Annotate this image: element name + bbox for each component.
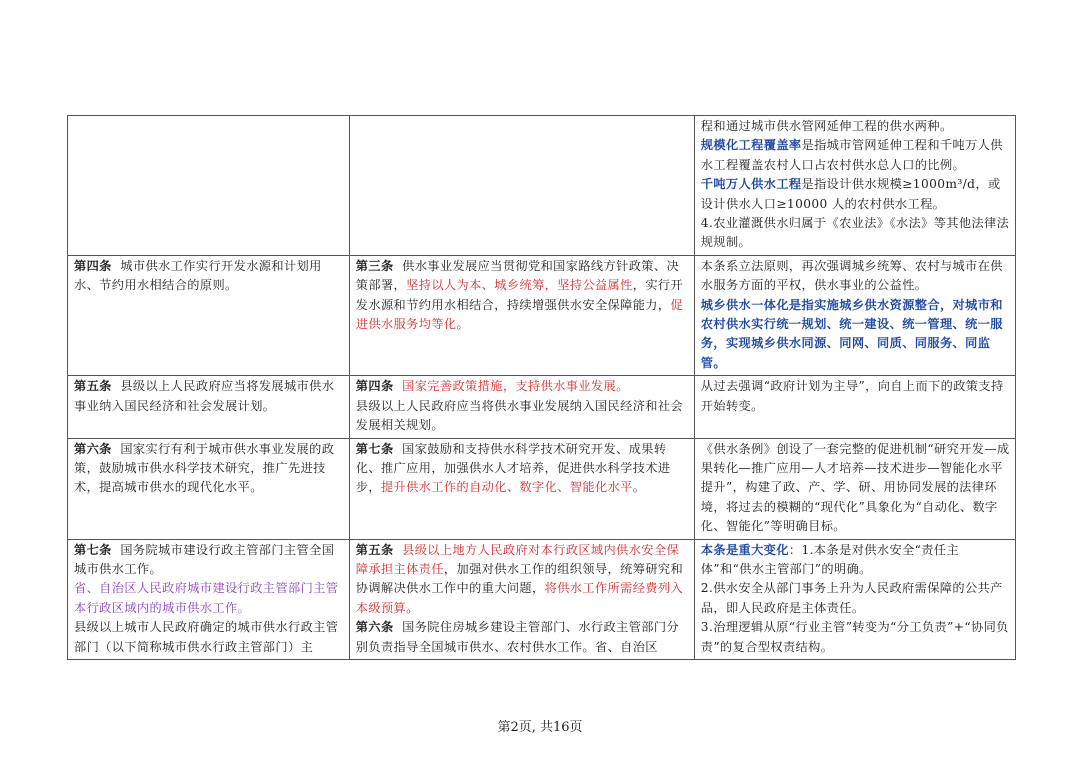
old-text-cell: 第六条 国家实行有利于城市供水事业发展的政策，鼓励城市供水科学技术研究，推广先进技术，提高城市供水的现代化水平。 — [68, 438, 350, 539]
article-number: 第七条 — [74, 542, 112, 557]
table-row — [68, 376, 1016, 438]
article-number: 第五条 — [74, 379, 112, 394]
new-text-cell: 第三条 供水事业发展应当贯彻党和国家路线方针政策、决策部署，坚持以人为本、城乡统筹，坚持公益属性，实行开发水源和节约用水相结合，持续增强供水安全保障能力，促进供水服务均等化。 — [349, 255, 694, 375]
old-text-cell: 第七条 国务院城市建设行政主管部门主管全国城市供水工作。 省、自治区人民政府城市建设行政主管部门主管本行政区域内的城市供水工作。 县级以上城市人民政府确定的城市供水行政主管部门（以下简称城市供水行政主管部门）主 — [68, 539, 350, 659]
new-text-cell: 第四条 国家完善政策措施，支持供水事业发展。 县级以上人民政府应当将供水事业发展纳入国民经济和社会发展相关规划。 — [349, 376, 694, 438]
table-row — [68, 116, 1016, 256]
highlight-text: 提升供水工作的自动化、数字化、智能化水平 — [380, 480, 633, 495]
article-text: 城市供水工作实行开发水源和计划用水、节约用水相结合的原则。 — [74, 258, 322, 293]
commentary-paragraph: 本条是重大变化：1.本条是对供水安全“责任主体”和“供水主管部门”的明确。 — [700, 542, 960, 576]
article-number: 第五条 — [355, 542, 394, 557]
table-row — [68, 539, 1016, 659]
article-number: 第四条 — [74, 258, 112, 273]
page-footer: 第2页, 共16页 — [497, 720, 583, 735]
commentary-paragraph: 程和通过城市供水管网延伸工程的供水两种。 — [700, 119, 953, 133]
commentary-definition: 城乡供水一体化是指实施城乡供水资源整合，对城市和农村供水实行统一规划、统一建设、统一管理、统一服务，实现城乡供水同源、同网、同质、同服务、同监管。 — [700, 297, 1003, 370]
article-number: 第四条 — [355, 379, 394, 394]
old-text-cell — [68, 255, 350, 375]
commentary-paragraph: 千吨万人供水工程是指设计供水规模≥1000m³/d，或设计供水人口≥10000 人的农村供水工程。 — [700, 177, 1001, 211]
article-number: 第三条 — [355, 258, 394, 273]
article-number: 第六条 — [74, 441, 112, 456]
old-text-cell: 第五条 县级以上人民政府应当将发展城市供水事业纳入国民经济和社会发展计划。 — [68, 376, 350, 438]
highlight-text: 促进供水服务均等化 — [355, 297, 684, 332]
commentary-cell — [694, 116, 1015, 256]
highlight-text: 县级以上地方人民政府对本行政区域内供水安全保障承担主体责任 — [355, 542, 680, 576]
article-number: 第六条 — [355, 620, 394, 635]
article-paragraph: 第七条 国务院城市建设行政主管部门主管全国城市供水工作。 — [74, 542, 335, 576]
highlight-text: 坚持以人为本、城乡统筹，坚持公益属性 — [406, 278, 633, 293]
old-text-cell — [68, 116, 350, 256]
article-paragraph: 第六条 国务院住房城乡建设主管部门、水行政主管部门分别负责指导全国城市供水、农村供水工作。省、自治区 — [355, 620, 680, 654]
article-paragraph: 第五条 县级以上地方人民政府对本行政区域内供水安全保障承担主体责任，加强对供水工作的组织领导，统筹研究和协调解决供水工作中的重大问题，将供水工作所需经费列入本级预算。 — [355, 542, 684, 615]
commentary-paragraph: 2.供水安全从部门事务上升为人民政府需保障的公共产品，即人民政府是主体责任。 — [700, 581, 1003, 615]
new-text-cell — [349, 539, 694, 659]
commentary-paragraph: 规模化工程覆盖率是指城市管网延伸工程和千吨万人供水工程覆盖农村人口占农村供水总人口的比例。 — [700, 138, 1003, 172]
defined-term: 千吨万人供水工程 — [700, 177, 802, 192]
commentary-cell: 《供水条例》创设了一套完整的促进机制“研究开发—成果转化—推广应用—人才培养—技术进步—智能化水平提升”，构建了政、产、学、研、用协同发展的法律环境，将过去的模糊的“现代化”具象化为“自动化、数字化、智能化”等明确目标。 — [694, 438, 1015, 539]
article-number: 第七条 — [355, 441, 394, 456]
highlight-text: 将供水工作所需经费列入本级预算 — [355, 581, 684, 615]
highlight-text: 国家完善政策措施，支持供水事业发展。 — [402, 379, 629, 394]
new-text-cell: 第七条 国家鼓励和支持供水科学技术研究开发、成果转化、推广应用，加强供水人才培养，促进供水科学技术进步，提升供水工作的自动化、数字化、智能化水平。 — [349, 438, 694, 539]
commentary-paragraph: 4.农业灌溉供水归属于《农业法》《水法》等其他法律法规规制。 — [700, 216, 1010, 250]
commentary-cell: 从过去强调“政府计划为主导”，向自上而下的政策支持开始转变。 — [694, 376, 1015, 438]
highlight-text: 省、自治区人民政府城市建设行政主管部门主管本行政区域内的城市供水工作。 — [74, 581, 339, 615]
new-text-cell — [349, 116, 694, 256]
table-row — [68, 438, 1016, 539]
table-row — [68, 255, 1016, 375]
commentary-cell — [694, 539, 1015, 659]
defined-term: 规模化工程覆盖率 — [700, 138, 802, 153]
comparison-table — [67, 115, 1016, 660]
commentary-cell — [694, 255, 1015, 375]
commentary-lead: 本条是重大变化 — [700, 542, 789, 557]
commentary-paragraph: 3.治理逻辑从原“行业主管”转变为“分工负责”+“协同负责”的复合型权责结构。 — [700, 620, 1009, 654]
commentary-paragraph: 本条系立法原则，再次强调城乡统筹、农村与城市在供水服务方面的平权，供水事业的公益性。 — [700, 258, 1003, 293]
